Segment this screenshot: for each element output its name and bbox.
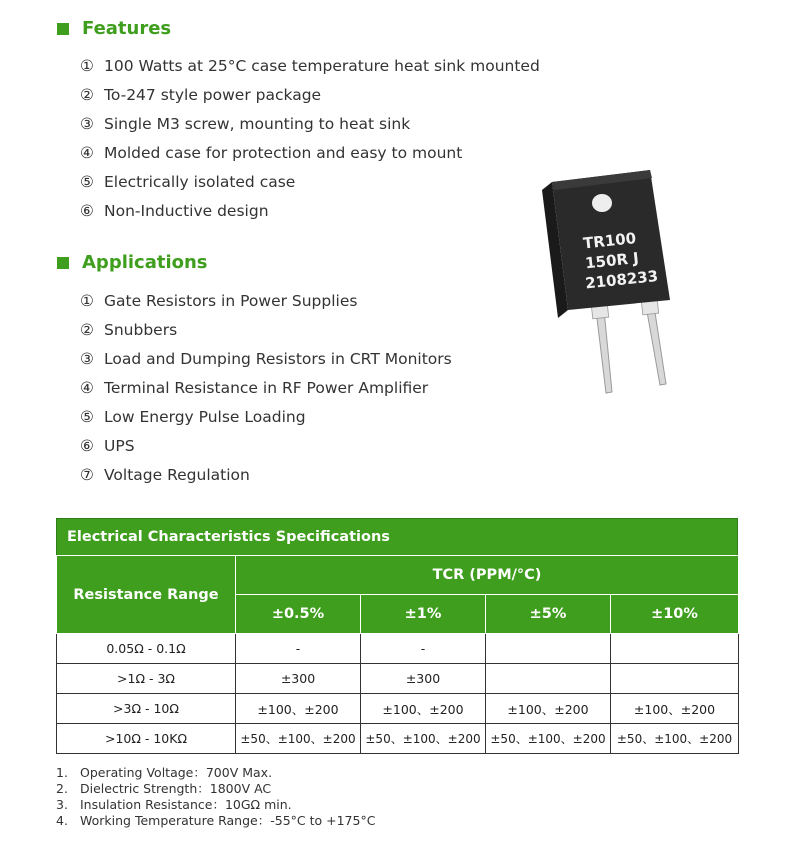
range-cell: >1Ω - 3Ω	[57, 664, 236, 694]
table-row	[57, 664, 739, 694]
tcr-cell: ±300	[361, 664, 486, 694]
table-row	[57, 634, 739, 664]
list-item	[80, 84, 540, 113]
notes-list	[56, 765, 375, 829]
tcr-cell: ±100、±200	[486, 694, 611, 724]
lead-left	[596, 310, 612, 393]
item-number: ⑥	[80, 202, 94, 220]
range-header: Resistance Range	[57, 556, 236, 634]
item-text: To-247 style power package	[104, 86, 322, 104]
item-number: ②	[80, 86, 94, 104]
note-number: 4.	[56, 813, 68, 828]
range-cell: >10Ω - 10KΩ	[57, 724, 236, 754]
tcr-cell: ±50、±100、±200	[611, 724, 739, 754]
features-heading	[57, 18, 171, 39]
list-item	[80, 406, 452, 435]
item-number: ⑤	[80, 173, 94, 191]
item-text: 100 Watts at 25°C case temperature heat sink mounted	[104, 57, 540, 75]
item-number: ⑥	[80, 437, 94, 455]
marking-line-1: TR100	[582, 229, 637, 253]
item-text: Low Energy Pulse Loading	[104, 408, 306, 426]
list-item	[80, 348, 452, 377]
tcr-cell: ±50、±100、±200	[486, 724, 611, 754]
tcr-cell: ±100、±200	[236, 694, 361, 724]
bullet-square-icon	[57, 23, 69, 35]
tolerance-header: ±1%	[361, 595, 486, 634]
note-text: Operating Voltage：700V Max.	[80, 765, 273, 780]
list-item	[80, 464, 452, 493]
table-row	[57, 724, 739, 754]
tolerance-header: ±10%	[611, 595, 739, 634]
bullet-square-icon	[57, 257, 69, 269]
marking-line-2: 150R J	[584, 248, 640, 273]
tolerance-header: ±5%	[486, 595, 611, 634]
tcr-cell: ±100、±200	[611, 694, 739, 724]
applications-heading	[57, 252, 208, 273]
item-number: ③	[80, 350, 94, 368]
item-number: ③	[80, 115, 94, 133]
tcr-cell	[486, 664, 611, 694]
item-text: Molded case for protection and easy to mount	[104, 144, 463, 162]
list-item	[80, 142, 540, 171]
tcr-cell: ±50、±100、±200	[361, 724, 486, 754]
list-item	[80, 113, 540, 142]
note-item	[56, 813, 375, 829]
item-number: ②	[80, 321, 94, 339]
item-number: ④	[80, 379, 94, 397]
table-row	[57, 694, 739, 724]
tolerance-header: ±0.5%	[236, 595, 361, 634]
note-item	[56, 781, 375, 797]
list-item	[80, 290, 452, 319]
item-text: Voltage Regulation	[104, 466, 250, 484]
item-text: UPS	[104, 437, 135, 455]
item-text: Gate Resistors in Power Supplies	[104, 292, 358, 310]
note-item	[56, 797, 375, 813]
note-number: 3.	[56, 797, 68, 812]
list-item	[80, 319, 452, 348]
item-text: Non-Inductive design	[104, 202, 269, 220]
applications-list	[80, 290, 452, 493]
note-text: Dielectric Strength：1800V AC	[80, 781, 272, 796]
tcr-header: TCR (PPM/°C)	[236, 556, 739, 595]
note-text: Working Temperature Range：-55°C to +175°C	[80, 813, 376, 828]
item-text: Electrically isolated case	[104, 173, 296, 191]
list-item	[80, 55, 540, 84]
tcr-cell: ±50、±100、±200	[236, 724, 361, 754]
lead-right	[646, 306, 666, 385]
tcr-cell: -	[236, 634, 361, 664]
tcr-cell	[611, 634, 739, 664]
list-item	[80, 171, 540, 200]
features-list	[80, 55, 540, 229]
tcr-cell: ±100、±200	[361, 694, 486, 724]
item-text: Single M3 screw, mounting to heat sink	[104, 115, 411, 133]
item-number: ④	[80, 144, 94, 162]
marking-line-3: 2108233	[584, 266, 659, 293]
note-number: 2.	[56, 781, 68, 796]
item-text: Snubbers	[104, 321, 178, 339]
features-title: Features	[82, 18, 172, 39]
applications-title: Applications	[82, 252, 208, 273]
item-text: Terminal Resistance in RF Power Amplifier	[104, 379, 429, 397]
item-number: ①	[80, 57, 94, 75]
mounting-hole-icon	[592, 194, 612, 212]
range-cell: 0.05Ω - 0.1Ω	[57, 634, 236, 664]
tcr-cell	[486, 634, 611, 664]
resistor-product-image	[538, 160, 678, 395]
tcr-cell: ±300	[236, 664, 361, 694]
spec-table	[56, 518, 738, 754]
tcr-cell: -	[361, 634, 486, 664]
item-number: ①	[80, 292, 94, 310]
note-text: Insulation Resistance：10GΩ min.	[80, 797, 292, 812]
note-number: 1.	[56, 765, 68, 780]
note-item	[56, 765, 375, 781]
range-cell: >3Ω - 10Ω	[57, 694, 236, 724]
list-item	[80, 435, 452, 464]
item-number: ⑤	[80, 408, 94, 426]
item-text: Load and Dumping Resistors in CRT Monitors	[104, 350, 452, 368]
list-item	[80, 377, 452, 406]
item-number: ⑦	[80, 466, 94, 484]
list-item	[80, 200, 540, 229]
tcr-cell	[611, 664, 739, 694]
spec-table-title: Electrical Characteristics Specifications	[56, 518, 738, 555]
